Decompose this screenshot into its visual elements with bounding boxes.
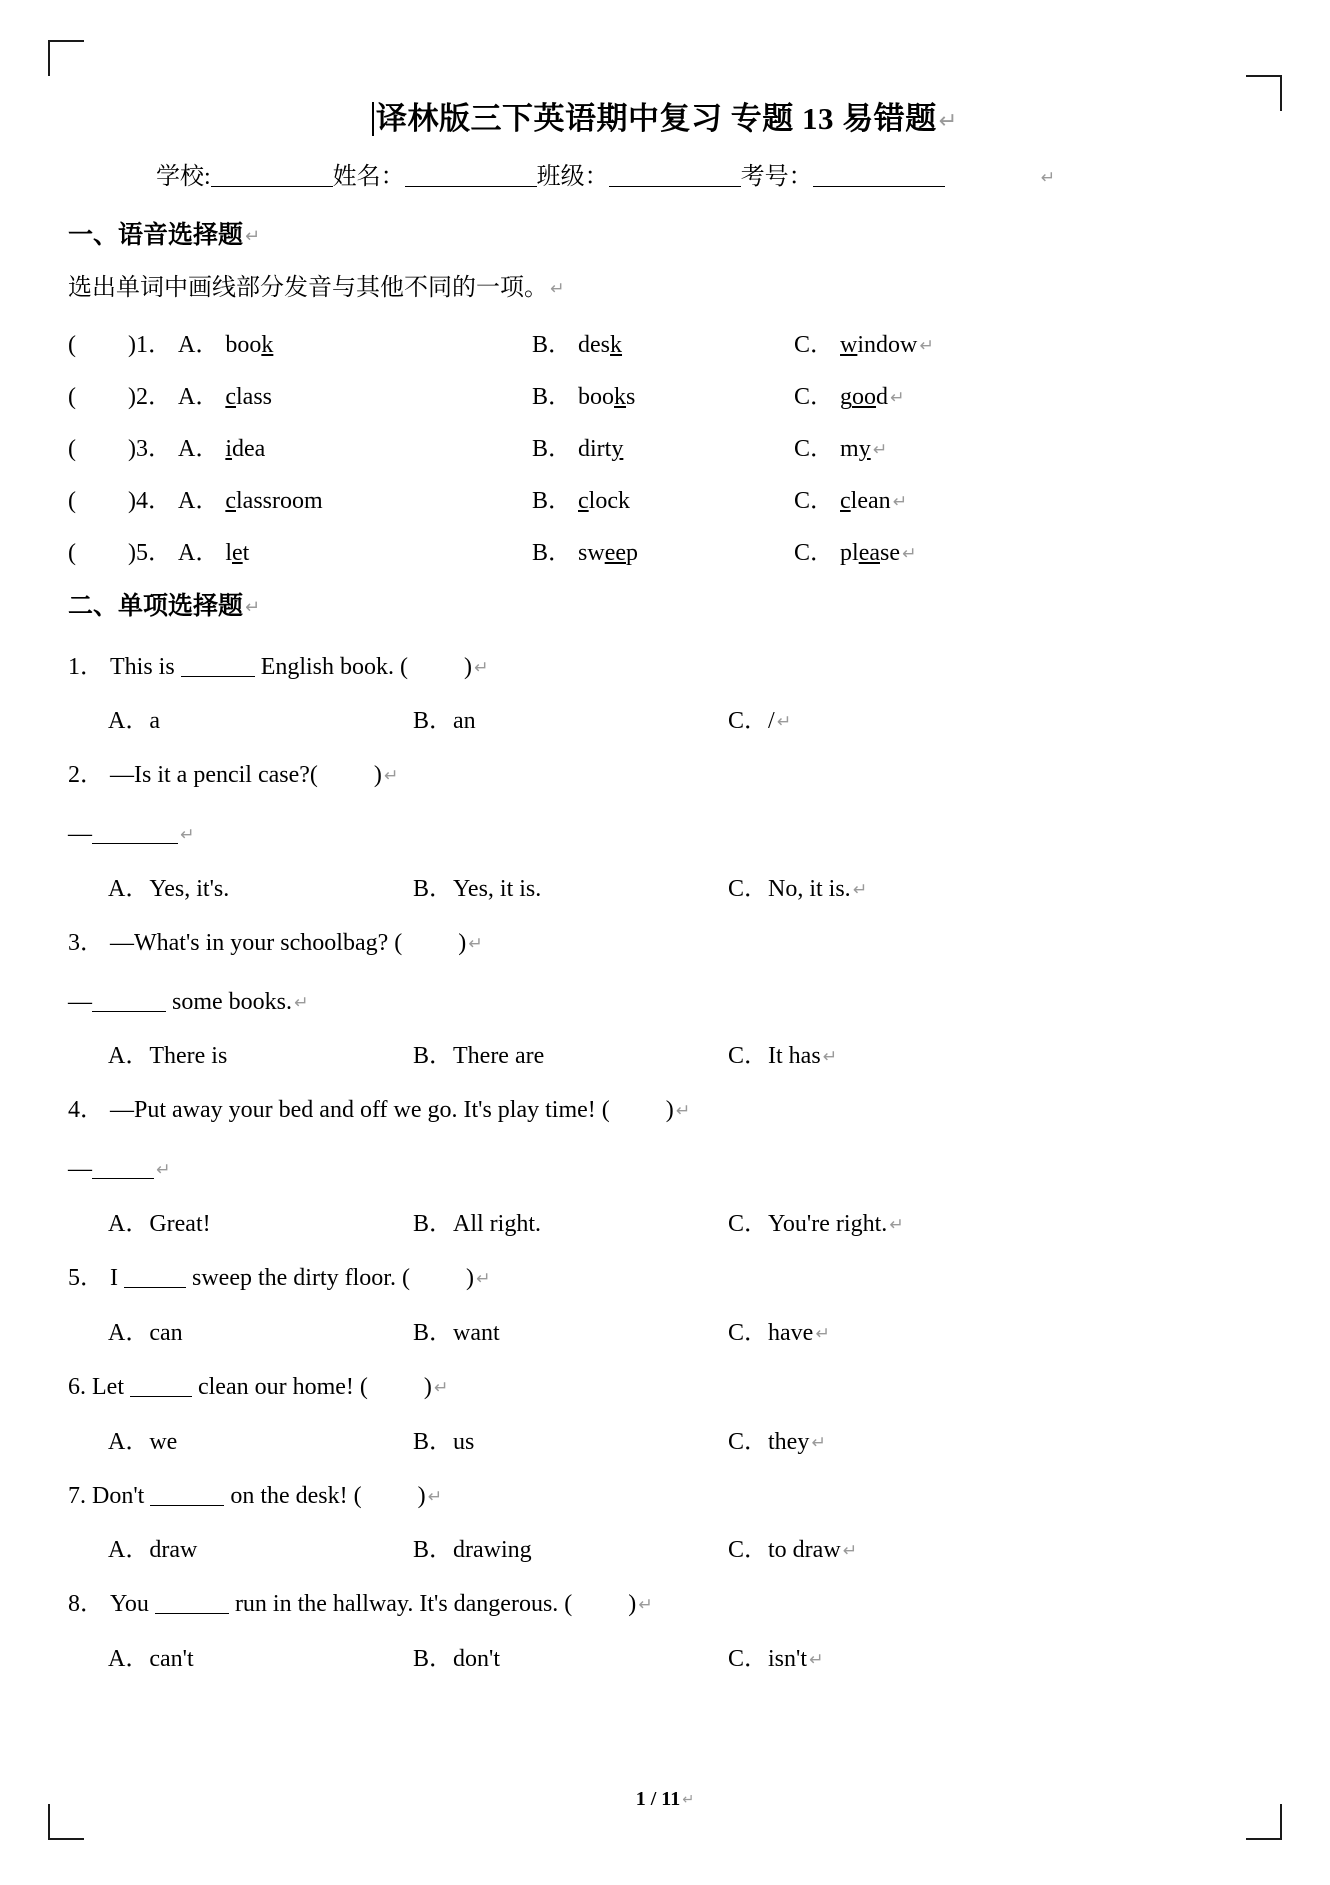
option-a[interactable]: A．There is bbox=[108, 1043, 228, 1070]
name-label: 姓名： bbox=[332, 163, 405, 190]
option-c[interactable]: C．they ↵ bbox=[728, 1428, 826, 1455]
answer-bracket[interactable] bbox=[68, 384, 136, 410]
option-b[interactable]: B． desk bbox=[532, 332, 623, 358]
phonetics-question-row bbox=[68, 328, 1262, 358]
paragraph-mark-icon: ↵ bbox=[809, 1650, 824, 1671]
option-a-label: A． bbox=[178, 488, 220, 514]
option-c[interactable]: C． please ↵ bbox=[794, 540, 917, 566]
paragraph-mark-icon: ↵ bbox=[811, 1432, 826, 1453]
question-stem bbox=[68, 432, 265, 467]
underlined-part: y bbox=[858, 436, 871, 462]
underlined-part: i bbox=[225, 436, 233, 462]
phonetics-question-row bbox=[68, 432, 1262, 462]
question-number: 5． bbox=[136, 540, 172, 566]
mc-options-row bbox=[68, 1039, 1262, 1069]
question-number: 2． bbox=[136, 384, 172, 410]
underlined-part: c bbox=[225, 488, 236, 514]
paragraph-mark-icon: ↵ bbox=[1040, 167, 1056, 188]
question-stem bbox=[68, 380, 272, 415]
question-stem bbox=[68, 328, 273, 363]
option-c[interactable]: C．It has ↵ bbox=[728, 1043, 838, 1070]
answer-blank[interactable] bbox=[92, 1011, 166, 1012]
paragraph-mark-icon: ↵ bbox=[872, 440, 888, 460]
paragraph-mark-icon: ↵ bbox=[475, 1269, 491, 1290]
option-a-text[interactable]: class bbox=[225, 384, 272, 410]
mc-question-continuation: — ↵ bbox=[68, 821, 195, 848]
bracket-open: ( bbox=[68, 384, 76, 410]
class-blank[interactable] bbox=[609, 186, 741, 187]
phonetics-question-row bbox=[68, 380, 1262, 410]
name-blank[interactable] bbox=[405, 186, 537, 187]
answer-blank[interactable] bbox=[124, 1287, 186, 1288]
paragraph-mark-icon: ↵ bbox=[427, 1486, 443, 1507]
bracket-open: ( bbox=[68, 436, 76, 462]
mc-question-continuation: — some books. ↵ bbox=[68, 988, 309, 1015]
class-label: 班级： bbox=[536, 163, 609, 190]
answer-blank[interactable] bbox=[150, 1505, 224, 1506]
option-b-label: B． bbox=[532, 488, 573, 514]
option-b[interactable]: B．All right. bbox=[413, 1211, 542, 1238]
option-a-label: A． bbox=[178, 436, 220, 462]
option-c-label: C． bbox=[794, 436, 835, 462]
option-a-text[interactable]: book bbox=[225, 332, 274, 358]
mc-question-continuation: — ↵ bbox=[68, 1156, 171, 1183]
question-number: 1． bbox=[136, 332, 172, 358]
option-c-label: C． bbox=[794, 488, 835, 514]
paragraph-mark-icon: ↵ bbox=[852, 879, 868, 900]
question-number: 7. bbox=[68, 1482, 86, 1509]
option-a[interactable]: A．Yes, it's. bbox=[108, 875, 230, 902]
bracket-close: ) bbox=[128, 332, 136, 358]
instruction-text: 选出单词中画线部分发音与其他不同的一项。 bbox=[68, 275, 548, 301]
paragraph-mark-icon: ↵ bbox=[474, 657, 489, 678]
bracket-close: ) bbox=[128, 384, 136, 410]
option-a[interactable]: A．can't bbox=[108, 1646, 194, 1673]
exam-no-blank[interactable] bbox=[813, 186, 945, 187]
option-a[interactable]: A．can bbox=[108, 1319, 183, 1346]
option-c-label: C． bbox=[794, 384, 835, 410]
option-b-label: B． bbox=[532, 384, 573, 410]
mc-options-row bbox=[68, 872, 1262, 902]
paragraph-mark-icon: ↵ bbox=[180, 825, 195, 846]
option-c[interactable]: C．/ ↵ bbox=[728, 708, 792, 735]
option-b[interactable]: B． clock bbox=[532, 488, 630, 514]
school-blank[interactable] bbox=[211, 186, 333, 187]
option-a[interactable]: A．draw bbox=[108, 1537, 198, 1564]
paragraph-mark-icon: ↵ bbox=[902, 544, 917, 564]
option-c[interactable]: C． window ↵ bbox=[794, 332, 934, 358]
question-number: 6. bbox=[68, 1373, 86, 1400]
bracket-close: ) bbox=[128, 540, 136, 566]
option-b[interactable]: B．us bbox=[413, 1428, 475, 1455]
section-one-instruction bbox=[68, 270, 1262, 306]
mc-options-row bbox=[68, 1316, 1262, 1346]
section-one-title: 一、语音选择题 bbox=[68, 220, 244, 249]
option-b[interactable]: B．don't bbox=[413, 1646, 500, 1673]
mc-options-row bbox=[68, 1425, 1262, 1455]
crop-mark-top-left bbox=[48, 40, 84, 76]
option-a-text[interactable]: classroom bbox=[225, 488, 323, 514]
bracket-open: ( bbox=[68, 540, 76, 566]
option-a-label: A． bbox=[178, 332, 220, 358]
bracket-open: ( bbox=[68, 488, 76, 514]
mc-question-stem: 4． —Put away your bed and off we go. It's play time! ( ) ↵ bbox=[68, 1097, 691, 1124]
answer-bracket[interactable] bbox=[68, 332, 136, 358]
option-c[interactable]: C． my ↵ bbox=[794, 436, 888, 462]
mc-question-stem: 6. Let clean our home! ( ) ↵ bbox=[68, 1373, 449, 1400]
option-b-label: B． bbox=[532, 436, 573, 462]
option-b[interactable]: B．an bbox=[413, 708, 476, 735]
option-b[interactable]: B． sweep bbox=[532, 540, 638, 566]
mc-question-stem: 5． I sweep the dirty floor. ( ) ↵ bbox=[68, 1265, 491, 1292]
option-a[interactable]: A．Great! bbox=[108, 1211, 211, 1238]
answer-blank[interactable] bbox=[92, 843, 178, 844]
underlined-part: oo bbox=[852, 384, 877, 410]
bracket-close: ) bbox=[128, 488, 136, 514]
underlined-part: k bbox=[610, 332, 623, 358]
option-c-label: C． bbox=[794, 540, 835, 566]
mc-options-row bbox=[68, 1207, 1262, 1237]
option-a[interactable]: A．a bbox=[108, 708, 160, 735]
question-number: 4． bbox=[136, 488, 172, 514]
option-b[interactable]: B． dirty bbox=[532, 436, 624, 462]
paragraph-mark-icon: ↵ bbox=[682, 1792, 695, 1808]
mc-options-row bbox=[68, 1642, 1262, 1672]
option-b[interactable]: B．Yes, it is. bbox=[413, 875, 542, 902]
answer-blank[interactable] bbox=[92, 1178, 154, 1179]
answer-blank[interactable] bbox=[130, 1396, 192, 1397]
paragraph-mark-icon: ↵ bbox=[890, 388, 905, 408]
underlined-part: k bbox=[614, 384, 627, 410]
answer-blank[interactable] bbox=[155, 1613, 229, 1614]
mc-question-stem: 8． You run in the hallway. It's dangerous. ( ) ↵ bbox=[68, 1591, 653, 1618]
question-number: 1． bbox=[68, 653, 104, 680]
option-c[interactable]: C．No, it is. ↵ bbox=[728, 875, 868, 902]
page-number: 1 / 11 bbox=[635, 1788, 681, 1810]
paragraph-mark-icon: ↵ bbox=[822, 1047, 838, 1068]
question-number: 3． bbox=[136, 436, 172, 462]
bracket-open: ( bbox=[68, 332, 76, 358]
question-stem bbox=[68, 484, 323, 519]
option-c[interactable]: C．to draw ↵ bbox=[728, 1537, 858, 1564]
underlined-part: ee bbox=[604, 540, 626, 566]
paragraph-mark-icon: ↵ bbox=[815, 1323, 830, 1344]
phonetics-question-row bbox=[68, 484, 1262, 514]
question-number: 3． bbox=[68, 929, 104, 956]
exam-no-label: 考号： bbox=[740, 163, 813, 190]
option-b[interactable]: B．want bbox=[413, 1319, 500, 1346]
option-b-label: B． bbox=[532, 540, 573, 566]
underlined-part: c bbox=[840, 488, 851, 514]
answer-bracket[interactable] bbox=[68, 540, 136, 566]
underlined-part: ea bbox=[858, 540, 880, 566]
answer-bracket[interactable] bbox=[68, 488, 136, 514]
option-c[interactable]: C． clean ↵ bbox=[794, 488, 908, 514]
section-two-title: 二、单项选择题 bbox=[68, 592, 244, 620]
paragraph-mark-icon: ↵ bbox=[383, 766, 399, 787]
paragraph-mark-icon: ↵ bbox=[776, 712, 792, 733]
paragraph-mark-icon: ↵ bbox=[938, 108, 958, 134]
mc-options-row bbox=[68, 1533, 1262, 1563]
mc-question-stem: 2． —Is it a pencil case?( ) ↵ bbox=[68, 762, 399, 789]
paragraph-mark-icon: ↵ bbox=[433, 1377, 449, 1398]
option-c[interactable]: C． good ↵ bbox=[794, 384, 905, 410]
paragraph-mark-icon: ↵ bbox=[468, 933, 483, 954]
option-a-text[interactable]: idea bbox=[225, 436, 266, 462]
option-b[interactable]: B．drawing bbox=[413, 1537, 532, 1564]
underlined-part: e bbox=[232, 540, 243, 566]
underlined-part: c bbox=[578, 488, 589, 514]
question-number: 8． bbox=[68, 1591, 104, 1618]
question-number: 4． bbox=[68, 1097, 104, 1124]
mc-question-stem: 7. Don't on the desk! ( ) ↵ bbox=[68, 1482, 443, 1509]
title-text: 译林版三下英语期中复习 专题 13 易错题 bbox=[376, 101, 937, 136]
underlined-part: y bbox=[611, 436, 624, 462]
question-stem bbox=[68, 536, 249, 571]
paragraph-mark-icon: ↵ bbox=[245, 597, 261, 618]
page-footer bbox=[0, 1788, 1330, 1811]
underlined-part: c bbox=[225, 384, 236, 410]
option-a-text[interactable]: let bbox=[225, 540, 250, 566]
mc-options-row bbox=[68, 704, 1262, 734]
option-c-label: C． bbox=[794, 332, 835, 358]
paragraph-mark-icon: ↵ bbox=[892, 492, 908, 512]
section-heading-phonetics bbox=[68, 217, 1262, 255]
option-a[interactable]: A．we bbox=[108, 1428, 178, 1455]
underlined-part: w bbox=[840, 332, 858, 358]
phonetics-question-row bbox=[68, 536, 1262, 566]
underlined-part: k bbox=[261, 332, 274, 358]
mc-question-stem: 1． This is English book. ( ) ↵ bbox=[68, 653, 489, 680]
bracket-close: ) bbox=[128, 436, 136, 462]
question-number: 5． bbox=[68, 1265, 104, 1292]
document-content bbox=[68, 96, 1262, 1672]
paragraph-mark-icon: ↵ bbox=[842, 1541, 858, 1562]
option-b[interactable]: B． books bbox=[532, 384, 636, 410]
option-b-label: B． bbox=[532, 332, 573, 358]
option-c[interactable]: C．isn't ↵ bbox=[728, 1646, 824, 1673]
paragraph-mark-icon: ↵ bbox=[156, 1160, 171, 1181]
question-number: 2． bbox=[68, 762, 104, 789]
student-info-line bbox=[68, 159, 1262, 195]
mc-question-stem: 3． —What's in your schoolbag? ( ) ↵ bbox=[68, 929, 483, 956]
school-label: 学校: bbox=[156, 163, 211, 190]
paragraph-mark-icon: ↵ bbox=[638, 1595, 653, 1616]
option-a-label: A． bbox=[178, 540, 220, 566]
option-b[interactable]: B．There are bbox=[413, 1043, 545, 1070]
paragraph-mark-icon: ↵ bbox=[294, 992, 309, 1013]
paragraph-mark-icon: ↵ bbox=[675, 1101, 691, 1122]
option-c[interactable]: C．You're right. ↵ bbox=[728, 1211, 904, 1238]
paragraph-mark-icon: ↵ bbox=[919, 336, 934, 356]
paragraph-mark-icon: ↵ bbox=[550, 279, 565, 299]
paragraph-mark-icon: ↵ bbox=[245, 225, 261, 247]
option-a-label: A． bbox=[178, 384, 220, 410]
option-c[interactable]: C．have ↵ bbox=[728, 1319, 830, 1346]
document-title bbox=[68, 96, 1262, 143]
title-cursor-bar bbox=[372, 102, 374, 136]
paragraph-mark-icon: ↵ bbox=[889, 1215, 904, 1236]
answer-bracket[interactable] bbox=[68, 436, 136, 462]
answer-blank[interactable] bbox=[181, 676, 255, 677]
section-heading-multiple-choice bbox=[68, 588, 1262, 626]
